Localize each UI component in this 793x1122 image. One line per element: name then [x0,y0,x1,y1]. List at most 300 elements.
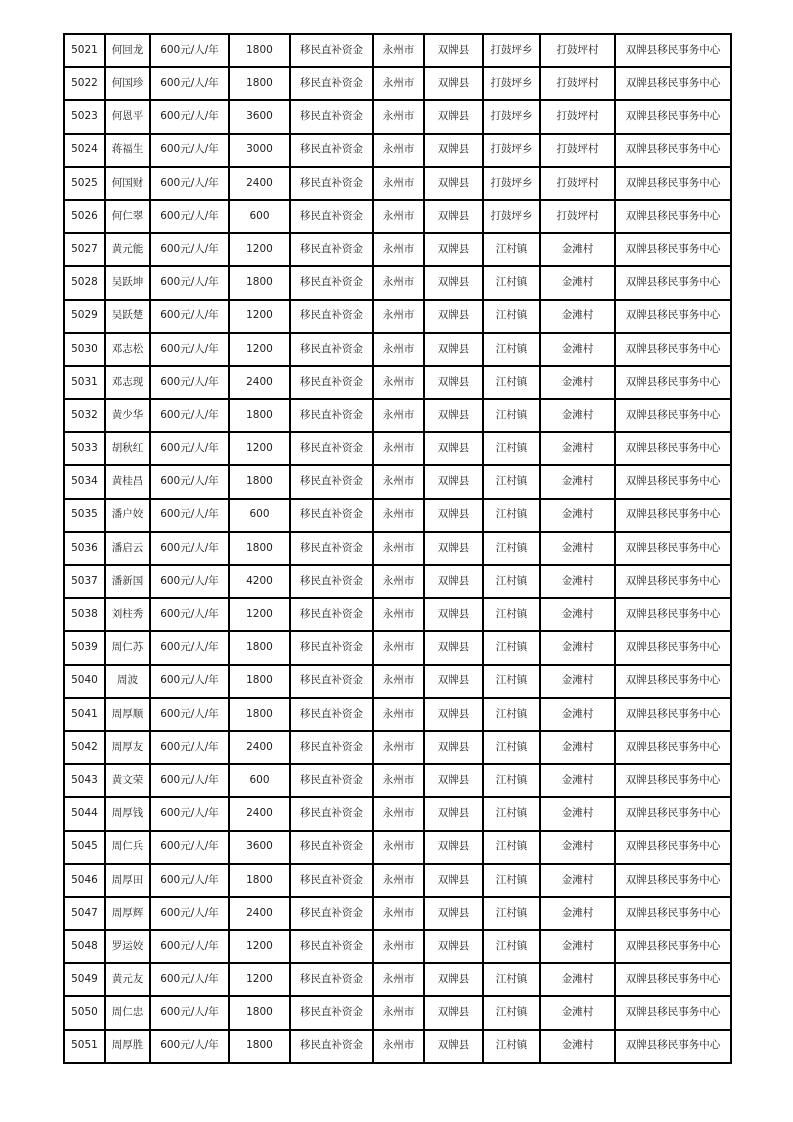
table-cell: 刘柱秀 [105,598,150,631]
table-cell: 600 [229,499,290,532]
table-cell: 双牌县 [424,432,483,465]
table-cell: 5036 [64,532,105,565]
table-cell: 移民直补资金 [290,100,373,133]
table-cell: 何国珍 [105,67,150,100]
table-cell: 江村镇 [483,930,540,963]
table-cell: 永州市 [373,1030,424,1063]
table-cell: 何国财 [105,167,150,200]
table-cell: 移民直补资金 [290,333,373,366]
table-cell: 双牌县移民事务中心 [615,399,731,432]
table-cell: 移民直补资金 [290,266,373,299]
table-cell: 移民直补资金 [290,764,373,797]
table-cell: 永州市 [373,731,424,764]
table-cell: 1800 [229,465,290,498]
table-cell: 2400 [229,897,290,930]
table-cell: 5022 [64,67,105,100]
table-cell: 双牌县移民事务中心 [615,631,731,664]
table-row [64,67,731,100]
table-cell: 双牌县移民事务中心 [615,34,731,67]
table-cell: 600元/人/年 [150,930,229,963]
table-cell: 双牌县 [424,333,483,366]
table-cell: 永州市 [373,598,424,631]
table-row [64,300,731,333]
table-cell: 江村镇 [483,831,540,864]
table-cell: 永州市 [373,996,424,1029]
table-cell: 打鼓坪村 [540,34,615,67]
table-cell: 双牌县 [424,731,483,764]
table-cell: 永州市 [373,233,424,266]
table-cell: 永州市 [373,100,424,133]
table-cell: 600元/人/年 [150,698,229,731]
table-cell: 双牌县 [424,631,483,664]
table-cell: 5027 [64,233,105,266]
table-cell: 金滩村 [540,399,615,432]
table-cell: 金滩村 [540,465,615,498]
table-cell: 移民直补资金 [290,532,373,565]
table-cell: 移民直补资金 [290,200,373,233]
table-cell: 双牌县 [424,200,483,233]
table-cell: 移民直补资金 [290,399,373,432]
table-cell: 双牌县 [424,764,483,797]
table-cell: 潘新国 [105,565,150,598]
table-cell: 600元/人/年 [150,167,229,200]
table-row [64,797,731,830]
table-cell: 600元/人/年 [150,432,229,465]
table-cell: 600元/人/年 [150,598,229,631]
table-cell: 永州市 [373,432,424,465]
table-row [64,864,731,897]
table-cell: 双牌县 [424,1030,483,1063]
table-cell: 5032 [64,399,105,432]
table-cell: 600元/人/年 [150,266,229,299]
table-cell: 金滩村 [540,631,615,664]
table-row [64,631,731,664]
table-cell: 双牌县移民事务中心 [615,764,731,797]
table-cell: 江村镇 [483,266,540,299]
table-cell: 600元/人/年 [150,532,229,565]
table-cell: 5047 [64,897,105,930]
table-cell: 5051 [64,1030,105,1063]
table-cell: 1800 [229,266,290,299]
table-cell: 移民直补资金 [290,1030,373,1063]
table-cell: 移民直补资金 [290,499,373,532]
table-cell: 移民直补资金 [290,167,373,200]
table-cell: 黄元能 [105,233,150,266]
table-cell: 周仁苏 [105,631,150,664]
table-cell: 江村镇 [483,996,540,1029]
table-cell: 1800 [229,399,290,432]
table-cell: 周厚胜 [105,1030,150,1063]
table-cell: 蒋福生 [105,134,150,167]
table-cell: 双牌县 [424,963,483,996]
table-cell: 双牌县 [424,930,483,963]
table-cell: 5046 [64,864,105,897]
table-cell: 永州市 [373,300,424,333]
table-cell: 600 [229,764,290,797]
table-row [64,963,731,996]
table-cell: 双牌县移民事务中心 [615,167,731,200]
table-cell: 600元/人/年 [150,34,229,67]
table-row [64,465,731,498]
table-row [64,167,731,200]
table-cell: 双牌县移民事务中心 [615,233,731,266]
table-cell: 2400 [229,167,290,200]
table-cell: 移民直补资金 [290,698,373,731]
table-cell: 600元/人/年 [150,67,229,100]
table-cell: 5040 [64,665,105,698]
table-cell: 金滩村 [540,731,615,764]
table-cell: 江村镇 [483,399,540,432]
table-cell: 金滩村 [540,333,615,366]
table-cell: 打鼓坪乡 [483,167,540,200]
table-cell: 3600 [229,100,290,133]
table-cell: 5050 [64,996,105,1029]
table-cell: 双牌县 [424,565,483,598]
table-cell: 5048 [64,930,105,963]
table-cell: 双牌县 [424,831,483,864]
table-cell: 双牌县移民事务中心 [615,698,731,731]
table-cell: 周仁忠 [105,996,150,1029]
table-cell: 金滩村 [540,432,615,465]
table-cell: 金滩村 [540,499,615,532]
table-row [64,698,731,731]
table-cell: 5024 [64,134,105,167]
table-cell: 潘启云 [105,532,150,565]
table-cell: 600元/人/年 [150,797,229,830]
table-cell: 江村镇 [483,532,540,565]
table-cell: 打鼓坪村 [540,200,615,233]
table-cell: 江村镇 [483,698,540,731]
table-cell: 双牌县移民事务中心 [615,100,731,133]
table-cell: 打鼓坪村 [540,100,615,133]
table-cell: 潘户姣 [105,499,150,532]
table-cell: 600元/人/年 [150,100,229,133]
table-cell: 移民直补资金 [290,631,373,664]
table-cell: 金滩村 [540,897,615,930]
table-cell: 金滩村 [540,698,615,731]
table-cell: 双牌县移民事务中心 [615,465,731,498]
table-cell: 黄元友 [105,963,150,996]
table-cell: 600元/人/年 [150,631,229,664]
table-cell: 移民直补资金 [290,300,373,333]
subsidy-table [63,33,732,1064]
table-cell: 金滩村 [540,963,615,996]
table-cell: 2400 [229,731,290,764]
table-cell: 3000 [229,134,290,167]
table-cell: 周波 [105,665,150,698]
table-cell: 移民直补资金 [290,565,373,598]
table-cell: 双牌县移民事务中心 [615,996,731,1029]
table-cell: 1800 [229,1030,290,1063]
table-cell: 双牌县 [424,100,483,133]
table-cell: 金滩村 [540,665,615,698]
table-cell: 1800 [229,698,290,731]
table-cell: 双牌县移民事务中心 [615,499,731,532]
table-cell: 吴跃坤 [105,266,150,299]
table-cell: 双牌县 [424,399,483,432]
table-cell: 1200 [229,300,290,333]
table-cell: 1200 [229,333,290,366]
table-cell: 江村镇 [483,631,540,664]
table-cell: 移民直补资金 [290,134,373,167]
table-cell: 双牌县 [424,698,483,731]
table-row [64,333,731,366]
table-cell: 移民直补资金 [290,897,373,930]
table-row [64,996,731,1029]
table-cell: 周厚钱 [105,797,150,830]
table-cell: 永州市 [373,831,424,864]
table-row [64,34,731,67]
table-cell: 1200 [229,598,290,631]
table-cell: 600元/人/年 [150,864,229,897]
table-cell: 金滩村 [540,1030,615,1063]
table-cell: 移民直补资金 [290,432,373,465]
table-cell: 双牌县 [424,797,483,830]
table-cell: 江村镇 [483,233,540,266]
table-cell: 5045 [64,831,105,864]
table-cell: 双牌县移民事务中心 [615,366,731,399]
table-cell: 永州市 [373,930,424,963]
table-body [64,34,731,1063]
table-cell: 移民直补资金 [290,831,373,864]
table-cell: 600元/人/年 [150,366,229,399]
table-cell: 600元/人/年 [150,831,229,864]
table-row [64,1030,731,1063]
table-row [64,930,731,963]
table-cell: 打鼓坪村 [540,134,615,167]
table-cell: 双牌县移民事务中心 [615,864,731,897]
table-cell: 1800 [229,532,290,565]
table-cell: 江村镇 [483,366,540,399]
table-cell: 双牌县移民事务中心 [615,200,731,233]
table-cell: 5025 [64,167,105,200]
table-cell: 双牌县移民事务中心 [615,565,731,598]
table-cell: 双牌县移民事务中心 [615,432,731,465]
table-cell: 双牌县移民事务中心 [615,598,731,631]
table-cell: 永州市 [373,465,424,498]
table-cell: 金滩村 [540,996,615,1029]
table-row [64,532,731,565]
table-cell: 打鼓坪乡 [483,34,540,67]
table-cell: 移民直补资金 [290,598,373,631]
table-cell: 移民直补资金 [290,34,373,67]
table-cell: 打鼓坪乡 [483,67,540,100]
table-cell: 5041 [64,698,105,731]
table-cell: 金滩村 [540,266,615,299]
table-row [64,399,731,432]
table-cell: 600元/人/年 [150,399,229,432]
table-cell: 双牌县 [424,300,483,333]
table-cell: 双牌县 [424,897,483,930]
table-cell: 双牌县 [424,366,483,399]
table-cell: 2400 [229,366,290,399]
table-cell: 600元/人/年 [150,499,229,532]
table-cell: 双牌县移民事务中心 [615,731,731,764]
table-cell: 5034 [64,465,105,498]
table-cell: 江村镇 [483,764,540,797]
table-cell: 移民直补资金 [290,996,373,1029]
table-cell: 双牌县移民事务中心 [615,797,731,830]
table-cell: 江村镇 [483,897,540,930]
table-cell: 双牌县移民事务中心 [615,963,731,996]
table-cell: 5033 [64,432,105,465]
table-row [64,499,731,532]
table-cell: 双牌县 [424,266,483,299]
table-cell: 永州市 [373,698,424,731]
table-cell: 永州市 [373,897,424,930]
table-cell: 5031 [64,366,105,399]
table-cell: 5044 [64,797,105,830]
table-row [64,233,731,266]
table-row [64,665,731,698]
table-cell: 双牌县 [424,996,483,1029]
table-cell: 江村镇 [483,731,540,764]
table-cell: 600 [229,200,290,233]
table-cell: 4200 [229,565,290,598]
table-cell: 双牌县 [424,532,483,565]
table-cell: 5049 [64,963,105,996]
table-cell: 罗运姣 [105,930,150,963]
table-cell: 5026 [64,200,105,233]
table-cell: 双牌县移民事务中心 [615,266,731,299]
table-cell: 永州市 [373,665,424,698]
table-cell: 永州市 [373,963,424,996]
table-cell: 600元/人/年 [150,665,229,698]
table-cell: 永州市 [373,864,424,897]
table-cell: 周厚田 [105,864,150,897]
table-cell: 黄文荣 [105,764,150,797]
table-cell: 600元/人/年 [150,764,229,797]
table-cell: 移民直补资金 [290,797,373,830]
table-cell: 1800 [229,996,290,1029]
table-cell: 何恩平 [105,100,150,133]
table-cell: 移民直补资金 [290,465,373,498]
table-cell: 移民直补资金 [290,930,373,963]
table-cell: 600元/人/年 [150,233,229,266]
table-cell: 金滩村 [540,864,615,897]
table-cell: 移民直补资金 [290,864,373,897]
table-cell: 5028 [64,266,105,299]
table-row [64,134,731,167]
table-cell: 5035 [64,499,105,532]
table-cell: 5021 [64,34,105,67]
table-cell: 双牌县 [424,665,483,698]
table-cell: 江村镇 [483,797,540,830]
table-cell: 600元/人/年 [150,200,229,233]
table-cell: 600元/人/年 [150,565,229,598]
table-cell: 永州市 [373,764,424,797]
table-cell: 双牌县移民事务中心 [615,134,731,167]
table-cell: 5030 [64,333,105,366]
table-row [64,598,731,631]
table-cell: 600元/人/年 [150,333,229,366]
table-cell: 5023 [64,100,105,133]
table-cell: 移民直补资金 [290,963,373,996]
table-cell: 永州市 [373,499,424,532]
table-row [64,432,731,465]
table-row [64,100,731,133]
table-row [64,565,731,598]
table-cell: 双牌县移民事务中心 [615,930,731,963]
table-cell: 5038 [64,598,105,631]
table-cell: 邓志现 [105,366,150,399]
table-row [64,731,731,764]
table-cell: 胡秋红 [105,432,150,465]
table-cell: 5042 [64,731,105,764]
table-cell: 1800 [229,864,290,897]
table-cell: 双牌县 [424,864,483,897]
table-cell: 双牌县移民事务中心 [615,831,731,864]
table-cell: 600元/人/年 [150,731,229,764]
table-cell: 1200 [229,432,290,465]
table-cell: 600元/人/年 [150,963,229,996]
table-cell: 600元/人/年 [150,134,229,167]
table-row [64,366,731,399]
table-row [64,266,731,299]
table-cell: 江村镇 [483,598,540,631]
table-cell: 双牌县 [424,167,483,200]
table-cell: 移民直补资金 [290,233,373,266]
table-cell: 黄桂昌 [105,465,150,498]
table-cell: 江村镇 [483,333,540,366]
table-cell: 永州市 [373,167,424,200]
table-cell: 双牌县 [424,233,483,266]
table-cell: 江村镇 [483,864,540,897]
table-cell: 江村镇 [483,499,540,532]
table-cell: 周仁兵 [105,831,150,864]
table-cell: 双牌县移民事务中心 [615,67,731,100]
table-cell: 周厚友 [105,731,150,764]
table-cell: 永州市 [373,67,424,100]
table-cell: 双牌县 [424,134,483,167]
table-cell: 吴跃楚 [105,300,150,333]
table-cell: 双牌县移民事务中心 [615,665,731,698]
table-cell: 5039 [64,631,105,664]
table-cell: 打鼓坪乡 [483,100,540,133]
table-cell: 永州市 [373,366,424,399]
table-cell: 双牌县移民事务中心 [615,1030,731,1063]
table-cell: 金滩村 [540,233,615,266]
table-cell: 移民直补资金 [290,731,373,764]
table-row [64,200,731,233]
table-cell: 双牌县 [424,67,483,100]
table-cell: 金滩村 [540,598,615,631]
table-cell: 金滩村 [540,532,615,565]
table-cell: 永州市 [373,200,424,233]
table-cell: 打鼓坪村 [540,167,615,200]
table-cell: 金滩村 [540,797,615,830]
table-row [64,764,731,797]
table-cell: 双牌县 [424,598,483,631]
table-cell: 双牌县 [424,465,483,498]
table-cell: 600元/人/年 [150,1030,229,1063]
table-cell: 1800 [229,631,290,664]
table-cell: 5029 [64,300,105,333]
table-cell: 1200 [229,233,290,266]
table-cell: 金滩村 [540,366,615,399]
table-cell: 移民直补资金 [290,67,373,100]
table-cell: 1200 [229,963,290,996]
table-cell: 永州市 [373,266,424,299]
table-cell: 600元/人/年 [150,300,229,333]
table-cell: 永州市 [373,333,424,366]
table-cell: 打鼓坪村 [540,67,615,100]
table-cell: 永州市 [373,399,424,432]
table-cell: 3600 [229,831,290,864]
table-cell: 永州市 [373,532,424,565]
table-cell: 金滩村 [540,300,615,333]
table-cell: 周厚顺 [105,698,150,731]
